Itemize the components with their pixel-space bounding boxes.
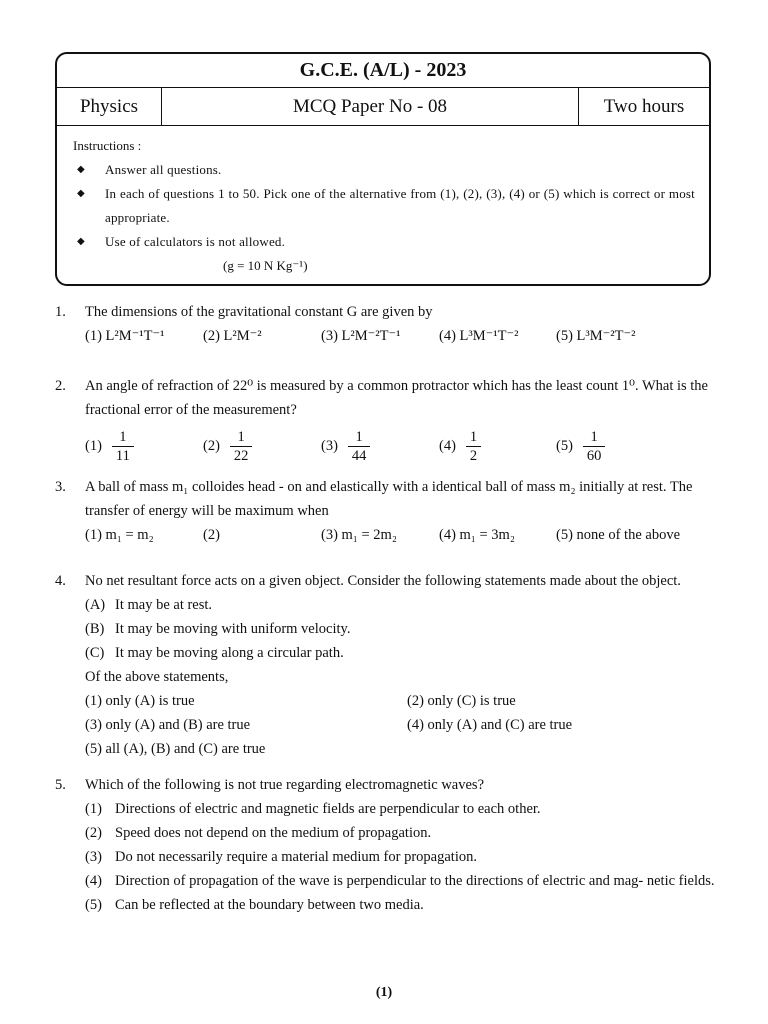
- question-stem: No net resultant force acts on a given object. Consider the following statements made about the object.: [85, 573, 681, 589]
- subject-cell: Physics: [57, 88, 162, 125]
- option-3: (3) only (A) and (B) are true: [85, 717, 251, 733]
- option-4: (4) L³M⁻¹T⁻²: [439, 328, 519, 344]
- fraction: $\frac{1}{11}$: [112, 428, 134, 465]
- duration-cell: Two hours: [603, 95, 685, 117]
- option-5: (5) Can be reflected at the boundary between two media.: [85, 897, 424, 913]
- question-5: [55, 773, 715, 917]
- option-4: (4) Direction of propagation of the wave is perpendicular to the directions of electric and mag- netic fields.: [85, 873, 715, 889]
- fraction: $\frac{1}{44}$: [348, 428, 371, 465]
- option-4: (4) only (A) and (C) are true: [407, 717, 573, 733]
- option-2: (2) only (C) is true: [407, 693, 516, 709]
- diamond-bullet-icon: ◆: [77, 236, 85, 247]
- question-number: 1.: [55, 304, 66, 320]
- instructions-block: [57, 126, 709, 278]
- question-number: 4.: [55, 573, 66, 589]
- option-2: (2) Speed does not depend on the medium of propagation.: [85, 825, 432, 841]
- diamond-bullet-icon: ◆: [77, 188, 85, 199]
- options-row: [85, 523, 715, 547]
- options-row: [85, 713, 715, 737]
- question-stem: Which of the following is not true regarding electromagnetic waves?: [85, 777, 485, 793]
- option-1: (1) Directions of electric and magnetic fields are perpendicular to each other.: [85, 801, 541, 817]
- question-stem: An angle of refraction of 22⁰ is measured by a common protractor which has the least count 1⁰. What is the fractional error of the measurement?: [85, 378, 708, 418]
- question-3: [55, 475, 715, 547]
- exam-title: G.C.E. (A/L) - 2023: [57, 54, 709, 88]
- option-2: (2) L²M⁻²: [203, 328, 262, 344]
- question-lead: Of the above statements,: [85, 669, 229, 685]
- statement-c: (C) It may be moving along a circular path.: [85, 645, 344, 661]
- options-row: [85, 689, 715, 713]
- option-1: (1) only (A) is true: [85, 693, 195, 709]
- exam-header-box: [55, 52, 711, 286]
- option-3: (3) $\frac{1}{44}$: [321, 428, 439, 465]
- diamond-bullet-icon: ◆: [77, 164, 85, 175]
- option-5: (5) $\frac{1}{60}$: [556, 428, 605, 465]
- exam-meta-row: [57, 88, 709, 126]
- statement-b: (B) It may be moving with uniform velocity.: [85, 621, 351, 637]
- option-4: (4) $\frac{1}{2}$: [439, 428, 556, 465]
- option-3: (3) L²M⁻²T⁻¹: [321, 328, 401, 344]
- page-number: (1): [375, 985, 393, 1000]
- question-stem: The dimensions of the gravitational constant G are given by: [85, 304, 433, 320]
- option-1: (1) $\frac{1}{11}$: [85, 428, 203, 465]
- option-5: (5) none of the above: [556, 527, 681, 543]
- fraction: $\frac{1}{2}$: [466, 428, 481, 465]
- question-1: [55, 300, 715, 348]
- statement-a: (A) It may be at rest.: [85, 597, 213, 613]
- option-4: (4) m₁ = 3m₂: [439, 527, 515, 543]
- options-row: [85, 737, 715, 761]
- question-number: 5.: [55, 777, 66, 793]
- paper-cell: MCQ Paper No - 08: [162, 88, 579, 125]
- option-1: (1) m₁ = m₂: [85, 527, 154, 543]
- question-stem: A ball of mass m₁ colloides head - on and elastically with a identical ball of mass m₂ initially at rest. The transfer of energy will be maximum when: [85, 479, 693, 519]
- options-row: [85, 428, 715, 465]
- option-2: (2) $\frac{1}{22}$: [203, 428, 321, 465]
- instruction-item: ◆ Answer all questions.: [73, 158, 709, 182]
- question-2: [55, 374, 715, 465]
- option-1: (1) L²M⁻¹T⁻¹: [85, 328, 165, 344]
- option-2: (2): [203, 527, 220, 543]
- question-number: 3.: [55, 479, 66, 495]
- options-row: [85, 324, 715, 348]
- question-4: [55, 569, 715, 761]
- fraction: $\frac{1}{22}$: [230, 428, 253, 465]
- question-number: 2.: [55, 378, 66, 394]
- option-5: (5) L³M⁻²T⁻²: [556, 328, 636, 344]
- instructions-heading: Instructions :: [73, 138, 142, 153]
- fraction: $\frac{1}{60}$: [583, 428, 606, 465]
- option-3: (3) Do not necessarily require a material medium for propagation.: [85, 849, 477, 865]
- instruction-item: ◆ In each of questions 1 to 50. Pick one of the alternative from (1), (2), (3), (4) or (5) which is correct or most appropriate.: [73, 182, 709, 230]
- gravity-note: (g = 10 N Kg⁻¹): [223, 258, 308, 273]
- questions-list: [55, 300, 715, 917]
- instruction-item: ◆ Use of calculators is not allowed.: [73, 230, 709, 254]
- option-5: (5) all (A), (B) and (C) are true: [85, 741, 266, 757]
- option-3: (3) m₁ = 2m₂: [321, 527, 397, 543]
